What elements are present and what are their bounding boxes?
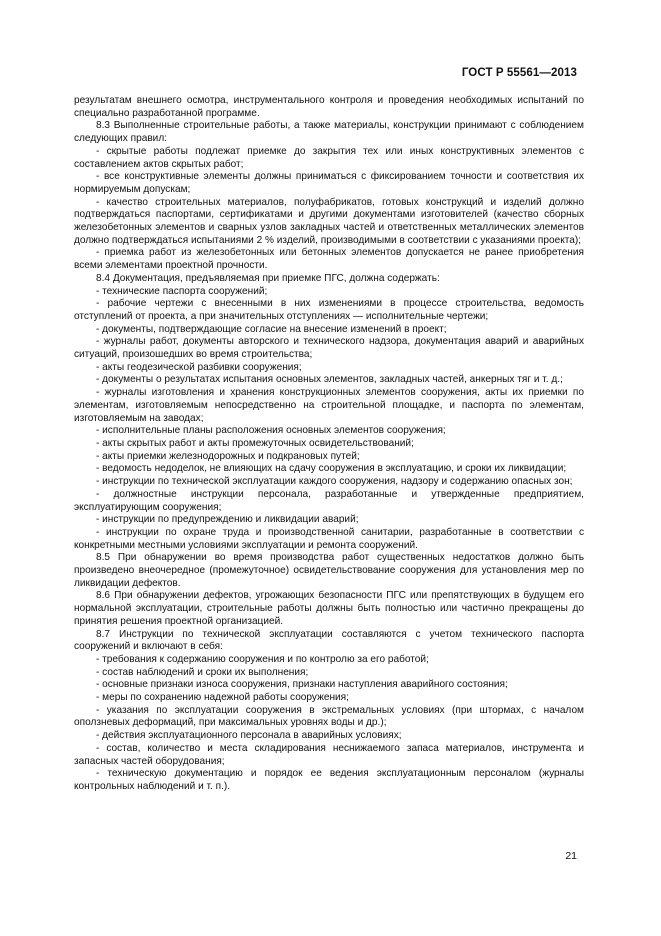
paragraph: - документы о результатах испытания основных элементов, закладных частей, анкерных тяг и т. д.; [96,374,563,386]
paragraph: - журналы изготовления и хранения конструкционных элементов сооружения, акты их приемки по элементам, изготовляемым непосредственно на строительной площадке, и паспорта по элементам, изготовляемым на заводах; [74,387,584,424]
paragraph: - указания по эксплуатации сооружения в экстремальных условиях (при штормах, с началом оползневых деформаций, при максимальных уровнях воды и др.); [74,704,584,729]
paragraph: - акты приемки железнодорожных и подкрановых путей; [96,450,360,462]
paragraph: - состав, количество и места складирования неснижаемого запаса материалов, инструмента и запасных частей оборудования; [74,742,584,767]
page-number: 21 [565,850,577,862]
paragraph: - меры по сохранению надежной работы сооружения; [96,692,349,704]
paragraph: - требования к содержанию сооружения и по контролю за его работой; [96,653,429,665]
paragraph: - все конструктивные элементы должны приниматься с фиксированием точности и соответствия их нормируемым допускам; [74,171,584,195]
paragraph: - техническую документацию и порядок ее ведения эксплуатационным персоналом (журналы контрольных наблюдений и т. п.). [74,768,584,792]
paragraph: - документы, подтверждающие согласие на внесение изменений в проект; [96,323,447,335]
paragraph: - скрытые работы подлежат приемке до закрытия тех или иных конструктивных элементов с составлением актов скрытых работ; [74,145,584,170]
paragraph: - акты геодезической разбивки сооружения; [96,361,302,373]
paragraph: - ведомость недоделок, не влияющих на сдачу сооружения в эксплуатацию, и сроки их ликвидации; [96,463,567,475]
paragraph: результатам внешнего осмотра, инструментального контроля и проведения необходимых испытаний по специально разработанной программе. [74,95,584,119]
paragraph: - инструкции по охране труда и производственной санитарии, разработанные в соответствии с конкретными местными условиями эксплуатации и ремонта сооружений. [74,526,584,551]
paragraph: - рабочие чертежи с внесенными в них изменениями в процессе строительства, ведомость отступлений от проекта, а при значительных отступлениях — исполнительные чертежи; [74,298,584,322]
paragraph: - инструкции по технической эксплуатации каждого сооружения, надзору и содержанию опасных зон; [96,476,573,488]
paragraph: 8.4 Документация, предъявляемая при приемке ПГС, должна содержать: [96,272,440,284]
standard-designation: ГОСТ Р 55561—2013 [461,67,577,79]
paragraph: - приемка работ из железобетонных или бетонных элементов допускается не ранее приобретения всеми элементами проектной прочности. [74,247,584,272]
paragraph: 8.7 Инструкции по технической эксплуатации составляются с учетом технического паспорта сооружений и включают в себя: [74,628,584,653]
paragraph: 8.3 Выполненные строительные работы, а также материалы, конструкции принимают с соблюдением следующих правил: [74,120,584,145]
paragraph: - журналы работ, документы авторского и технического надзора, документация аварий и аварийных ситуаций, произошедших во время строительства; [74,336,584,361]
paragraph: 8.6 При обнаружении дефектов, угрожающих безопасности ПГС или препятствующих в будущем его нормальной эксплуатации, строительные работы должны быть полностью или частично прекращены до принятия решения проектной организацией. [74,590,584,627]
paragraph: - инструкции по предупреждению и ликвидации аварий; [96,514,359,526]
paragraph: - должностные инструкции персонала, разработанные и утвержденные предприятием, эксплуатирующим сооружения; [74,488,584,513]
paragraph: 8.5 При обнаружении во время производства работ существенных недостатков должно быть произведено внеочередное (промежуточное) освидетельствование сооружения для установления мер по ликвидации дефектов. [74,552,584,589]
paragraph: - технические паспорта сооружений; [96,285,268,297]
paragraph: - исполнительные планы расположения основных элементов сооружения; [96,425,446,437]
paragraph: - состав наблюдений и сроки их выполнения; [96,666,309,678]
paragraph: - качество строительных материалов, полуфабрикатов, готовых конструкций и изделий должно подтверждаться паспортами, сертификатами и другими документами изготовителей (качество сборных железобетонных элементов и сварных узлов закладных частей и ответственных металлических элементов должно подтверждаться испытаниями 2 % изделий, производимыми в соответствии с указаниями проекта); [74,196,584,246]
paragraph: - акты скрытых работ и акты промежуточных освидетельствований; [96,437,414,449]
paragraph: - действия эксплуатационного персонала в аварийных условиях; [96,730,402,742]
paragraph: - основные признаки износа сооружения, признаки наступления аварийного состояния; [96,679,508,691]
document-body [74,95,584,794]
